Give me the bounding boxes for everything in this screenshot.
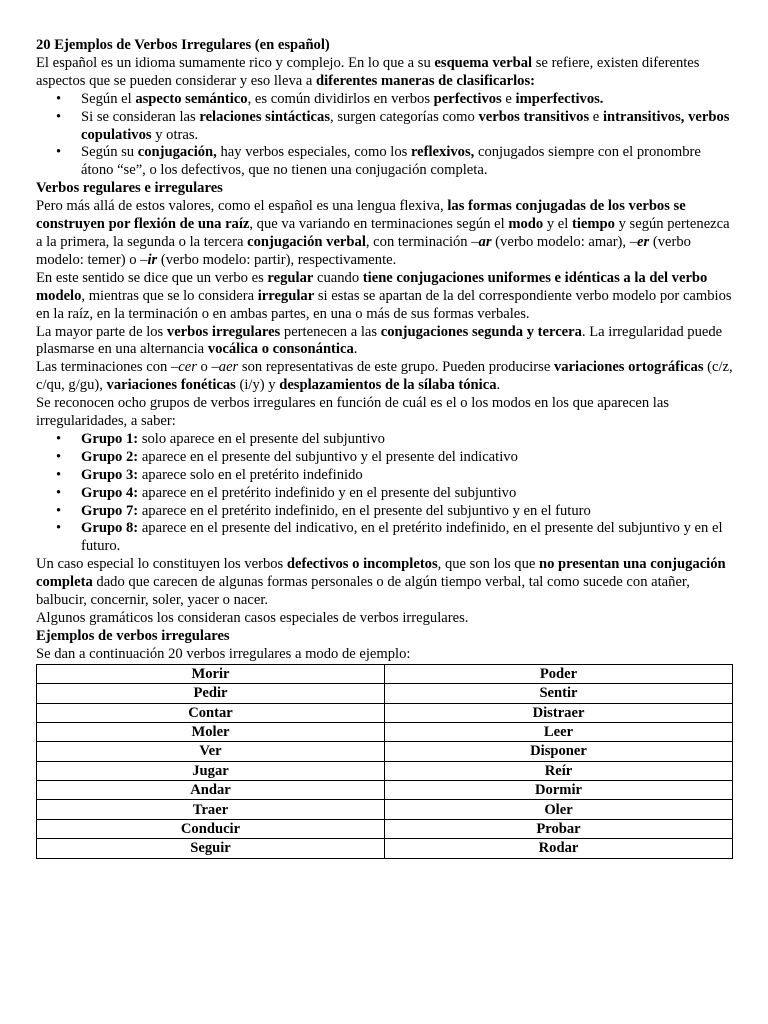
text-run: se refiere, existen diferentes aspectos que se pueden considerar y eso lleva a bbox=[36, 54, 700, 89]
text-run: hay verbos especiales, como los bbox=[216, 144, 411, 161]
document-page bbox=[36, 37, 736, 859]
paragraph-examples-intro bbox=[36, 646, 736, 664]
text-run-bold: conjugación, bbox=[137, 144, 217, 161]
text-run-bold: Grupo 2: bbox=[81, 448, 139, 465]
text-run-bold: regular bbox=[267, 269, 314, 286]
text-run-bold: aspecto semántico bbox=[135, 90, 248, 107]
text-run: Si se consideran las bbox=[81, 108, 200, 125]
verb-cell: Seguir bbox=[37, 839, 385, 858]
text-run-bold: Grupo 8: bbox=[81, 520, 139, 537]
groups-list bbox=[36, 431, 736, 556]
table-row bbox=[37, 781, 733, 800]
list-item bbox=[81, 485, 736, 503]
paragraph-regular-definition bbox=[36, 270, 736, 324]
paragraph-grammarians bbox=[36, 610, 736, 628]
text-run-bold: irregular bbox=[257, 287, 315, 304]
table-row bbox=[37, 800, 733, 819]
text-run: Se reconocen ocho grupos de verbos irregulares en función de cuál es el o los modos en los que aparecen las irregularidades, a saber: bbox=[36, 395, 669, 430]
text-run-bold: verbos transitivos bbox=[478, 108, 590, 125]
table-row bbox=[37, 742, 733, 761]
text-run: aparece en el presente del subjuntivo y el presente del indicativo bbox=[138, 448, 518, 465]
text-run: Algunos gramáticos los consideran casos especiales de verbos irregulares. bbox=[36, 610, 469, 626]
table-row bbox=[37, 839, 733, 858]
text-run-bold: las formas conjugadas de los verbos se construyen por flexión de una raíz bbox=[36, 198, 686, 233]
text-run-bold: intransitivos, verbos copulativos bbox=[81, 108, 730, 143]
text-run: Se dan a continuación 20 verbos irregulares a modo de ejemplo: bbox=[36, 645, 411, 662]
text-run: cuando bbox=[313, 269, 363, 286]
verb-cell: Ver bbox=[37, 742, 385, 761]
text-run: Las terminaciones con – bbox=[36, 359, 179, 376]
text-run: Un caso especial lo constituyen los verbos bbox=[36, 556, 287, 573]
text-run: si estas se apartan de la del correspondiente verbo modelo por cambios en la raíz, en la terminación o en ambas partes, en una o más de sus formas verbales. bbox=[36, 287, 732, 322]
table-row bbox=[37, 684, 733, 703]
text-run-bold-italic: ir bbox=[147, 251, 158, 268]
list-item bbox=[81, 144, 736, 180]
text-run: conjugados siempre con el pronombre átono “se”, o los defectivos, que no tienen una conjugación completa. bbox=[81, 144, 701, 179]
section-heading-examples: Ejemplos de verbos irregulares bbox=[36, 627, 230, 644]
text-run-bold: Grupo 1: bbox=[81, 430, 139, 447]
list-item bbox=[81, 431, 736, 449]
verb-cell: Traer bbox=[37, 800, 385, 819]
text-run-bold: imperfectivos. bbox=[515, 90, 604, 107]
text-run-bold: tiempo bbox=[571, 216, 615, 233]
text-run: . bbox=[496, 377, 501, 394]
text-run-bold: no presentan una conjugación completa bbox=[36, 556, 726, 591]
verb-cell: Dormir bbox=[385, 781, 733, 800]
text-run: solo aparece en el presente del subjuntivo bbox=[138, 430, 385, 447]
table-row bbox=[37, 703, 733, 722]
text-run: Según su bbox=[81, 144, 138, 161]
text-run-bold: reflexivos, bbox=[410, 144, 475, 161]
text-run-bold: variaciones ortográficas bbox=[553, 359, 704, 376]
verb-cell: Reír bbox=[385, 761, 733, 780]
verb-cell: Disponer bbox=[385, 742, 733, 761]
paragraph-terminations bbox=[36, 359, 736, 395]
verb-cell: Rodar bbox=[385, 839, 733, 858]
verb-cell: Probar bbox=[385, 819, 733, 838]
text-run: (verbo modelo: temer) o – bbox=[36, 233, 691, 268]
text-run-bold-italic: ar bbox=[478, 233, 492, 250]
paragraph-defective bbox=[36, 556, 736, 610]
text-run-bold: Grupo 4: bbox=[81, 484, 139, 501]
text-run: dado que carecen de algunas formas personales o de algún tiempo verbal, tal como sucede con atañer, balbucir, concernir, soler, yacer o nacer. bbox=[36, 574, 690, 609]
list-item bbox=[81, 467, 736, 485]
text-run-bold: verbos irregulares bbox=[166, 323, 281, 340]
text-run: aparece en el presente del indicativo, en el pretérito indefinido, en el presente del subjuntivo y en el futuro. bbox=[81, 520, 723, 555]
verb-cell: Leer bbox=[385, 722, 733, 741]
text-run: . La irregularidad puede plasmarse en una alternancia bbox=[36, 323, 723, 358]
list-item bbox=[81, 109, 736, 145]
text-run: , surgen categorías como bbox=[330, 108, 479, 125]
text-run-bold: diferentes maneras de clasificarlos: bbox=[316, 72, 536, 89]
table-row bbox=[37, 761, 733, 780]
text-run: e bbox=[589, 108, 603, 125]
classification-list bbox=[36, 91, 736, 181]
text-run: e bbox=[501, 90, 516, 107]
text-run-bold: relaciones sintácticas bbox=[199, 108, 331, 125]
text-run: (i/y) y bbox=[235, 377, 280, 394]
list-item bbox=[81, 449, 736, 467]
text-run-italic: cer bbox=[178, 359, 197, 376]
text-run: . bbox=[353, 341, 358, 358]
list-item bbox=[81, 520, 736, 556]
text-run: y el bbox=[543, 216, 572, 233]
text-run-bold: Grupo 7: bbox=[81, 502, 139, 519]
verbs-table bbox=[36, 664, 733, 859]
section-heading-regular-irregular: Verbos regulares e irregulares bbox=[36, 180, 223, 197]
intro-paragraph bbox=[36, 55, 736, 91]
document-title: 20 Ejemplos de Verbos Irregulares (en español) bbox=[36, 37, 330, 53]
text-run: , mientras que se lo considera bbox=[81, 287, 258, 304]
text-run: y según pertenezca a la primera, la segunda o la tercera bbox=[36, 216, 730, 250]
text-run: En este sentido se dice que un verbo es bbox=[36, 269, 268, 286]
paragraph-groups-intro bbox=[36, 395, 736, 431]
text-run: aparece en el pretérito indefinido y en el presente del subjuntivo bbox=[138, 484, 517, 501]
list-item bbox=[81, 91, 736, 109]
text-run: aparece en el pretérito indefinido, en el presente del subjuntivo y en el futuro bbox=[138, 502, 591, 519]
text-run: , es común dividirlos en verbos bbox=[247, 90, 434, 107]
verb-cell: Distraer bbox=[385, 703, 733, 722]
verb-cell: Conducir bbox=[37, 819, 385, 838]
text-run: , que son los que bbox=[437, 556, 539, 573]
table-row bbox=[37, 722, 733, 741]
text-run-bold: variaciones fonéticas bbox=[106, 377, 236, 394]
text-run: El español es un idioma sumamente rico y complejo. En lo que a su bbox=[36, 54, 435, 71]
verb-cell: Andar bbox=[37, 781, 385, 800]
text-run-bold: modo bbox=[508, 216, 544, 233]
verb-cell: Poder bbox=[385, 664, 733, 683]
text-run: , que va variando en terminaciones según el bbox=[249, 216, 509, 233]
text-run: (verbo modelo: amar), – bbox=[491, 233, 638, 250]
text-run-bold: perfectivos bbox=[433, 90, 502, 107]
text-run-bold: conjugaciones segunda y tercera bbox=[380, 323, 582, 340]
text-run: (c/z, c/qu, g/gu), bbox=[36, 359, 733, 394]
text-run: o – bbox=[196, 359, 219, 376]
verb-cell: Pedir bbox=[37, 684, 385, 703]
text-run-bold: desplazamientos de la sílaba tónica bbox=[279, 377, 497, 394]
text-run-bold: tiene conjugaciones uniformes e idénticas a la del verbo modelo bbox=[36, 269, 708, 304]
verb-cell: Jugar bbox=[37, 761, 385, 780]
text-run: Pero más allá de estos valores, como el español es una lengua flexiva, bbox=[36, 198, 448, 215]
text-run: son representativas de este grupo. Pueden producirse bbox=[238, 359, 554, 376]
verb-cell: Morir bbox=[37, 664, 385, 683]
text-run-bold: defectivos o incompletos bbox=[286, 556, 438, 573]
text-run-italic: aer bbox=[218, 359, 239, 376]
text-run: La mayor parte de los bbox=[36, 323, 167, 340]
text-run: , con terminación – bbox=[365, 233, 479, 250]
text-run-bold: esquema verbal bbox=[434, 54, 533, 71]
text-run-bold-italic: er bbox=[637, 233, 650, 250]
text-run: y otras. bbox=[151, 126, 199, 143]
text-run: (verbo modelo: partir), respectivamente. bbox=[157, 251, 397, 268]
verb-cell: Moler bbox=[37, 722, 385, 741]
table-row bbox=[37, 664, 733, 683]
table-row bbox=[37, 819, 733, 838]
text-run: pertenecen a las bbox=[280, 323, 381, 340]
text-run-bold: Grupo 3: bbox=[81, 466, 139, 483]
text-run-bold: vocálica o consonántica bbox=[207, 341, 354, 358]
text-run-bold: conjugación verbal bbox=[247, 233, 366, 250]
verb-cell: Contar bbox=[37, 703, 385, 722]
paragraph-flexion bbox=[36, 198, 736, 270]
verb-cell: Oler bbox=[385, 800, 733, 819]
list-item bbox=[81, 503, 736, 521]
text-run: aparece solo en el pretérito indefinido bbox=[138, 466, 363, 483]
paragraph-majority bbox=[36, 324, 736, 360]
text-run: Según el bbox=[81, 90, 136, 107]
verb-cell: Sentir bbox=[385, 684, 733, 703]
